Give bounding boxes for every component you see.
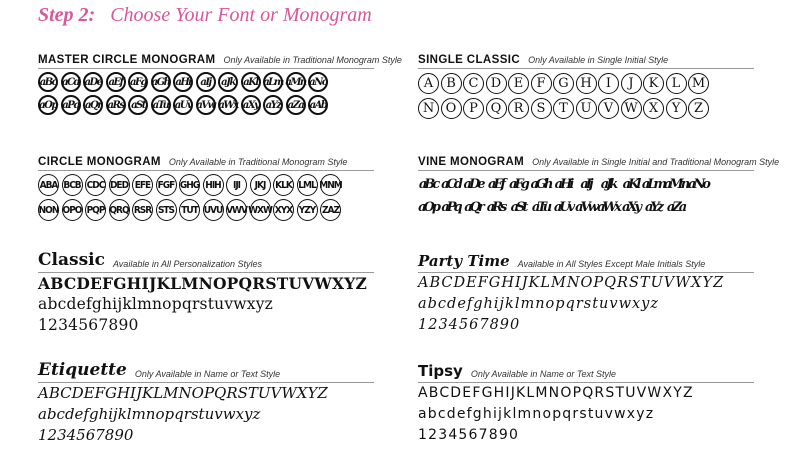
monogram-sample: GHG — [179, 174, 200, 196]
monogram-sample: aLm — [263, 72, 283, 92]
digits-sample: 1234567890 — [418, 317, 521, 333]
font-name: CIRCLE MONOGRAM — [38, 156, 161, 168]
monogram-row — [418, 174, 754, 194]
monogram-sample: NON — [38, 199, 59, 221]
monogram-sample: aSt — [510, 199, 526, 215]
monogram-sample: aPq — [441, 199, 460, 215]
monogram-sample: CDC — [85, 174, 106, 196]
divider — [38, 170, 374, 171]
monogram-sample: aSt — [128, 95, 148, 115]
circle-letter: W — [621, 98, 642, 119]
circle-letter: T — [553, 98, 574, 119]
step-number: Step 2: — [38, 4, 96, 26]
circle-monogram-option[interactable] — [38, 148, 374, 221]
monogram-sample: aOp — [38, 95, 58, 115]
monogram-sample: aUv — [553, 199, 573, 215]
monogram-sample: aRs — [486, 199, 505, 215]
monogram-sample: aYz — [263, 95, 283, 115]
party-time-font-option[interactable] — [418, 250, 754, 336]
monogram-sample: FGF — [156, 174, 177, 196]
divider — [418, 68, 754, 69]
monogram-sample: MNM — [320, 174, 341, 196]
classic-font-option[interactable] — [38, 250, 374, 336]
font-name: Etiquette — [38, 360, 127, 380]
divider — [38, 68, 374, 69]
monogram-sample: aPq — [61, 95, 81, 115]
circle-letter: F — [531, 73, 552, 94]
circle-letter: Q — [486, 98, 507, 119]
uppercase-sample: ABCDEFGHIJKLMNOPQRSTUVWXYZ — [418, 385, 694, 401]
uppercase-sample: ABCDEFGHIJKLMNOPQRSTUVWXYZ — [38, 274, 367, 293]
uppercase-sample: ABCDEFGHIJKLMNOPQRSTUVWXYZ — [38, 384, 328, 402]
monogram-sample: aKl — [622, 176, 639, 192]
availability-note: Available in All Personalization Styles — [112, 259, 263, 269]
availability-note: Available in All Styles Except Male Initials Style — [517, 259, 706, 269]
monogram-sample: aFg — [128, 72, 148, 92]
monogram-sample: HIH — [203, 174, 224, 196]
lowercase-sample: abcdefghijklmnopqrstuvwxyz — [38, 405, 261, 423]
monogram-sample: aBc — [38, 72, 58, 92]
monogram-sample: UVU — [203, 199, 224, 221]
circle-letter: J — [621, 73, 642, 94]
availability-note: Only Available in Name or Text Style — [470, 369, 617, 379]
monogram-sample: ABA — [38, 174, 59, 196]
monogram-sample: aKl — [241, 72, 261, 92]
step-title — [38, 4, 372, 27]
monogram-sample: aFg — [509, 176, 527, 192]
circle-letter: P — [463, 98, 484, 119]
monogram-row — [38, 72, 374, 92]
monogram-sample: aQr — [83, 95, 103, 115]
monogram-sample: QRQ — [109, 199, 130, 221]
monogram-sample: aEf — [488, 176, 503, 192]
availability-note: Only Available in Name or Text Style — [134, 369, 281, 379]
circle-letter: G — [553, 73, 574, 94]
single-classic-option[interactable] — [418, 46, 754, 119]
monogram-sample: aAb — [308, 95, 328, 115]
lowercase-sample: abcdefghijklmnopqrstuvwxyz — [38, 295, 274, 313]
uppercase-sample: ABCDEFGHIJKLMNOPQRSTUVWXYZ — [418, 275, 725, 291]
monogram-sample: VWV — [226, 199, 247, 221]
monogram-sample: STS — [156, 199, 177, 221]
circle-letter: I — [598, 73, 619, 94]
monogram-sample: aWx — [218, 95, 238, 115]
monogram-sample: EFE — [132, 174, 153, 196]
circle-letter: E — [508, 73, 529, 94]
monogram-sample: aMn — [663, 176, 688, 192]
monogram-sample: aHi — [173, 72, 193, 92]
circle-letter: M — [688, 73, 709, 94]
vine-monogram-option[interactable] — [418, 148, 780, 217]
availability-note: Only Available in Traditional Monogram Style — [223, 55, 402, 65]
monogram-sample: JKJ — [250, 174, 271, 196]
circle-letter: V — [598, 98, 619, 119]
circle-letter: A — [418, 73, 439, 94]
circle-letter: L — [666, 73, 687, 94]
monogram-sample: aIj — [196, 72, 216, 92]
monogram-sample: aEf — [106, 72, 126, 92]
monogram-sample: aOp — [418, 199, 438, 215]
monogram-sample: DED — [109, 174, 130, 196]
monogram-sample: RSR — [132, 199, 153, 221]
circle-letter: B — [441, 73, 462, 94]
monogram-sample: aDe — [83, 72, 103, 92]
monogram-sample: PQP — [85, 199, 106, 221]
digits-sample: 1234567890 — [38, 426, 134, 444]
monogram-sample: aVw — [575, 199, 596, 215]
step-heading: Choose Your Font or Monogram — [110, 4, 372, 26]
monogram-sample: IJI — [226, 174, 247, 196]
monogram-sample: aGh — [530, 176, 551, 192]
monogram-sample: YZY — [297, 199, 318, 221]
circle-letter: D — [486, 73, 507, 94]
monogram-sample: XYX — [273, 199, 294, 221]
divider — [418, 170, 754, 171]
monogram-sample: ZAZ — [320, 199, 341, 221]
font-name: Tipsy — [418, 362, 463, 380]
monogram-sample: BCB — [62, 174, 83, 196]
circle-letter: H — [576, 73, 597, 94]
circle-letter: N — [418, 98, 439, 119]
font-name: Party Time — [418, 252, 510, 270]
monogram-sample: aJk — [600, 176, 616, 192]
monogram-sample: aUv — [173, 95, 193, 115]
monogram-sample: TUT — [179, 199, 200, 221]
monogram-sample: aXy — [621, 199, 640, 215]
circle-letter: X — [643, 98, 664, 119]
circle-letter: Y — [666, 98, 687, 119]
lowercase-sample: abcdefghijklmnopqrstuvwxyz — [418, 296, 659, 312]
monogram-sample: KLK — [273, 174, 294, 196]
letter-row — [418, 98, 754, 119]
monogram-sample: aWx — [597, 199, 619, 215]
monogram-sample: aDe — [463, 176, 483, 192]
font-name: SINGLE CLASSIC — [418, 54, 521, 66]
monogram-sample: LML — [297, 174, 318, 196]
font-name: MASTER CIRCLE MONOGRAM — [38, 54, 216, 66]
monogram-sample: aMn — [286, 72, 306, 92]
monogram-sample: aTu — [151, 95, 171, 115]
circle-letter: Z — [688, 98, 709, 119]
monogram-sample: OPO — [62, 199, 83, 221]
monogram-row — [418, 197, 754, 217]
monogram-sample: aNo — [308, 72, 328, 92]
monogram-sample: aZa — [286, 95, 306, 115]
circle-letter: C — [463, 73, 484, 94]
master-circle-monogram-option[interactable] — [38, 46, 402, 115]
monogram-sample: aGh — [151, 72, 171, 92]
digits-sample: 1234567890 — [418, 427, 520, 443]
font-name: VINE MONOGRAM — [418, 156, 525, 168]
monogram-row — [38, 95, 374, 115]
monogram-sample: aTu — [531, 199, 550, 215]
monogram-sample: aZa — [666, 199, 685, 215]
monogram-sample: aQr — [464, 199, 482, 215]
monogram-sample: aHi — [554, 176, 572, 192]
monogram-sample: aVw — [196, 95, 216, 115]
monogram-sample: aYz — [644, 199, 662, 215]
availability-note: Only Available in Single Initial Style — [528, 55, 669, 65]
monogram-sample: WXW — [250, 199, 271, 221]
font-name: Classic — [38, 250, 105, 270]
monogram-sample: aCd — [61, 72, 81, 92]
monogram-sample: aCd — [441, 176, 460, 192]
tipsy-font-option[interactable] — [418, 360, 754, 446]
monogram-sample: aJk — [218, 72, 238, 92]
availability-note: Only Available in Traditional Monogram Style — [168, 157, 348, 167]
availability-note: Only Available in Single Initial and Traditional Monogram Style — [532, 157, 780, 167]
monogram-row — [38, 199, 374, 221]
etiquette-font-option[interactable] — [38, 360, 374, 446]
lowercase-sample: abcdefghijklmnopqrstuvwxyz — [418, 406, 655, 422]
circle-letter: R — [508, 98, 529, 119]
circle-letter: U — [576, 98, 597, 119]
monogram-sample: aIj — [580, 176, 591, 192]
circle-letter: S — [531, 98, 552, 119]
monogram-sample: aNo — [688, 176, 708, 192]
circle-letter: O — [441, 98, 462, 119]
digits-sample: 1234567890 — [38, 316, 139, 334]
monogram-sample: aRs — [106, 95, 126, 115]
circle-letter: K — [643, 73, 664, 94]
monogram-sample: aLm — [641, 176, 665, 192]
monogram-sample: aBc — [418, 176, 438, 192]
letter-row — [418, 73, 754, 94]
monogram-row — [38, 174, 374, 196]
monogram-sample: aXy — [241, 95, 261, 115]
